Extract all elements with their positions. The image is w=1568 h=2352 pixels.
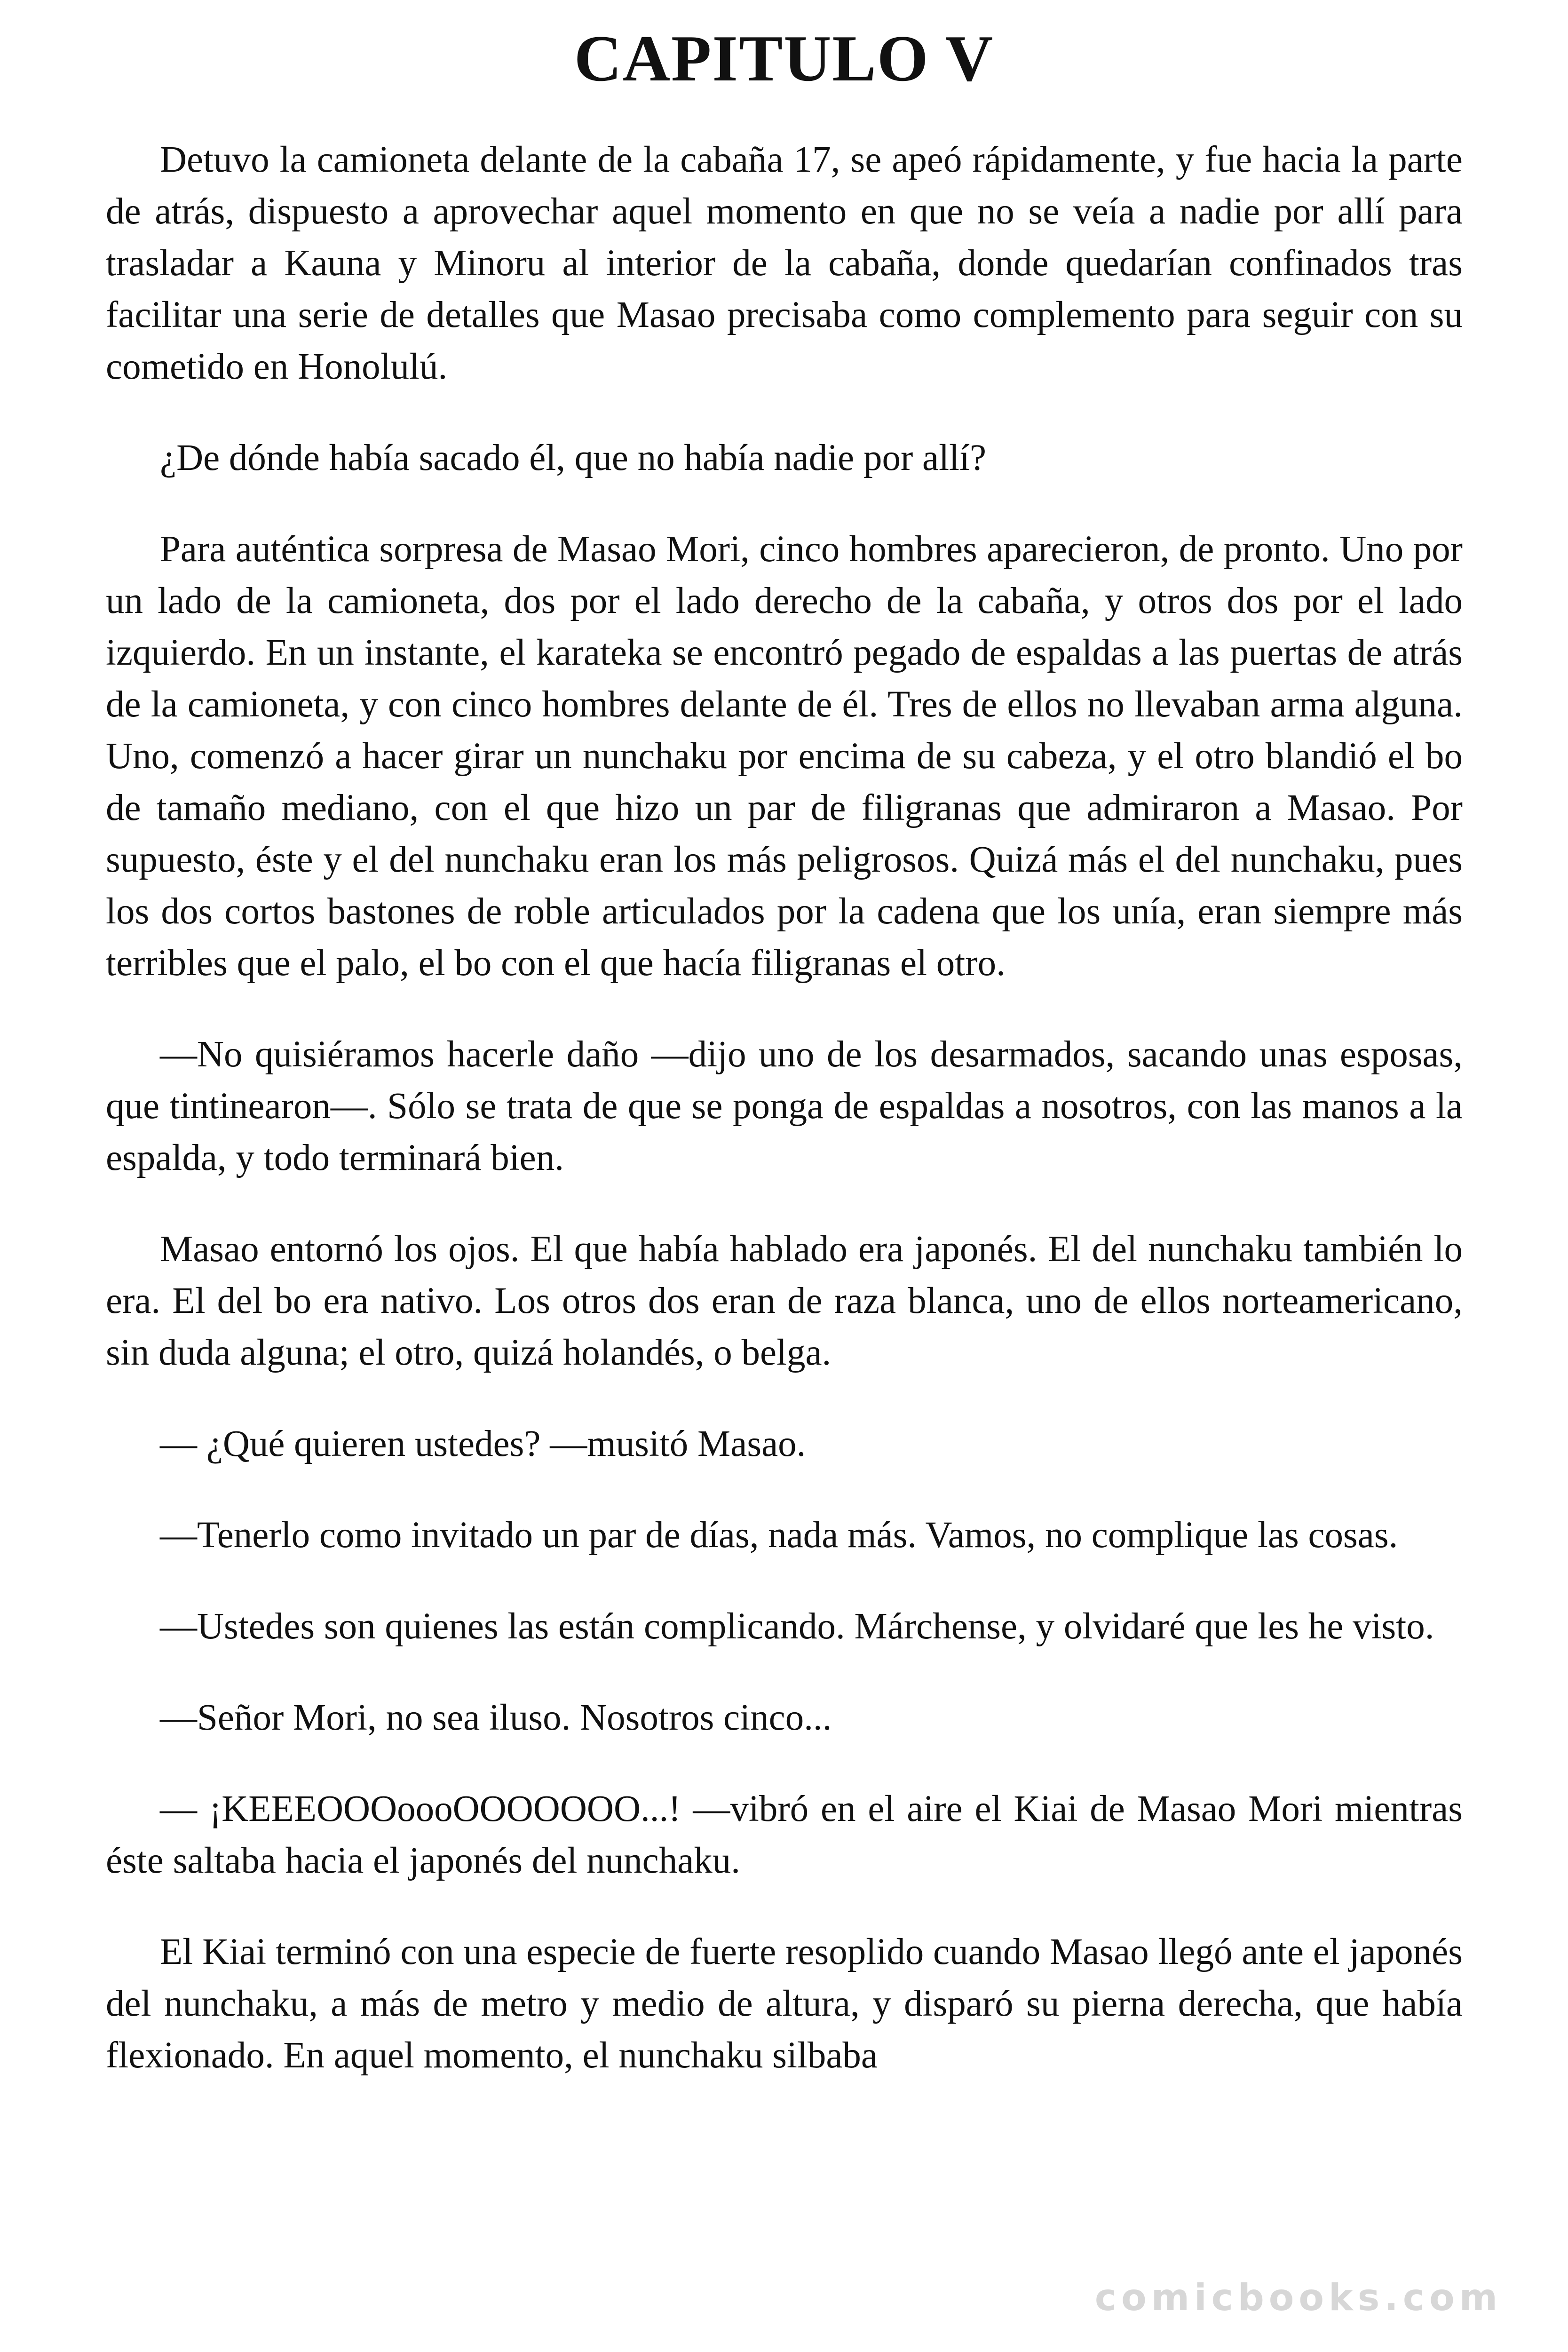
watermark: comicbooks.com: [1094, 2277, 1502, 2319]
paragraph: — ¿Qué quieren ustedes? —musitó Masao.: [160, 1423, 806, 1464]
paragraph: —Señor Mori, no sea iluso. Nosotros cinco...: [160, 1697, 832, 1738]
paragraph: — ¡KEEEOOOoooOOOOOOO...! —vibró en el aire el Kiai de Masao Mori mientras éste saltaba hacia el japonés del nunchaku.: [106, 1788, 1463, 1881]
paragraph: Para auténtica sorpresa de Masao Mori, cinco hombres aparecieron, de pronto. Uno por un lado de la camioneta, dos por el lado derecho de la cabaña, y otros dos por el lado izquierdo. En un instante, el karateka se encontró pegado de espaldas a las puertas de atrás de la camioneta, y con cinco hombres delante de él. Tres de ellos no llevaban arma alguna. Uno, comenzó a hacer girar un nunchaku por encima de su cabeza, y el otro blandió el bo de tamaño mediano, con el que hizo un par de filigranas que admiraron a Masao. Por supuesto, éste y el del nunchaku eran los más peligrosos. Quizá más el del nunchaku, pues los dos cortos bastones de roble articulados por la cadena que los unía, eran siempre más terribles que el palo, el bo con el que hacía filigranas el otro.: [106, 529, 1463, 984]
paragraph: Masao entornó los ojos. El que había hablado era japonés. El del nunchaku también lo era. El del bo era nativo. Los otros dos eran de raza blanca, uno de ellos norteamericano, sin duda alguna; el otro, quizá holandés, o belga.: [106, 1229, 1463, 1373]
chapter-body: [106, 134, 1463, 2121]
paragraph: —No quisiéramos hacerle daño —dijo uno de los desarmados, sacando unas esposas, que tintinearon—. Sólo se trata de que se ponga de espaldas a nosotros, con las manos a la espalda, y todo terminará bien.: [106, 1034, 1463, 1178]
paragraph: —Ustedes son quienes las están complicando. Márchense, y olvidaré que les he visto.: [160, 1606, 1434, 1647]
paragraph: ¿De dónde había sacado él, que no había nadie por allí?: [160, 437, 987, 478]
paragraph: —Tenerlo como invitado un par de días, nada más. Vamos, no complique las cosas.: [160, 1515, 1398, 1556]
chapter-title: CAPITULO V: [574, 22, 994, 95]
paragraph: El Kiai terminó con una especie de fuerte resoplido cuando Masao llegó ante el japonés del nunchaku, a más de metro y medio de altura, y disparó su pierna derecha, que había flexionado. En aquel momento, el nunchaku silbaba: [106, 1931, 1463, 2076]
paragraph: Detuvo la camioneta delante de la cabaña 17, se apeó rápidamente, y fue hacia la parte de atrás, dispuesto a aprovechar aquel momento en que no se veía a nadie por allí para trasladar a Kauna y Minoru al interior de la cabaña, donde quedarían confinados tras facilitar una serie de detalles que Masao precisaba como complemento para seguir con su cometido en Honolulú.: [106, 139, 1463, 387]
